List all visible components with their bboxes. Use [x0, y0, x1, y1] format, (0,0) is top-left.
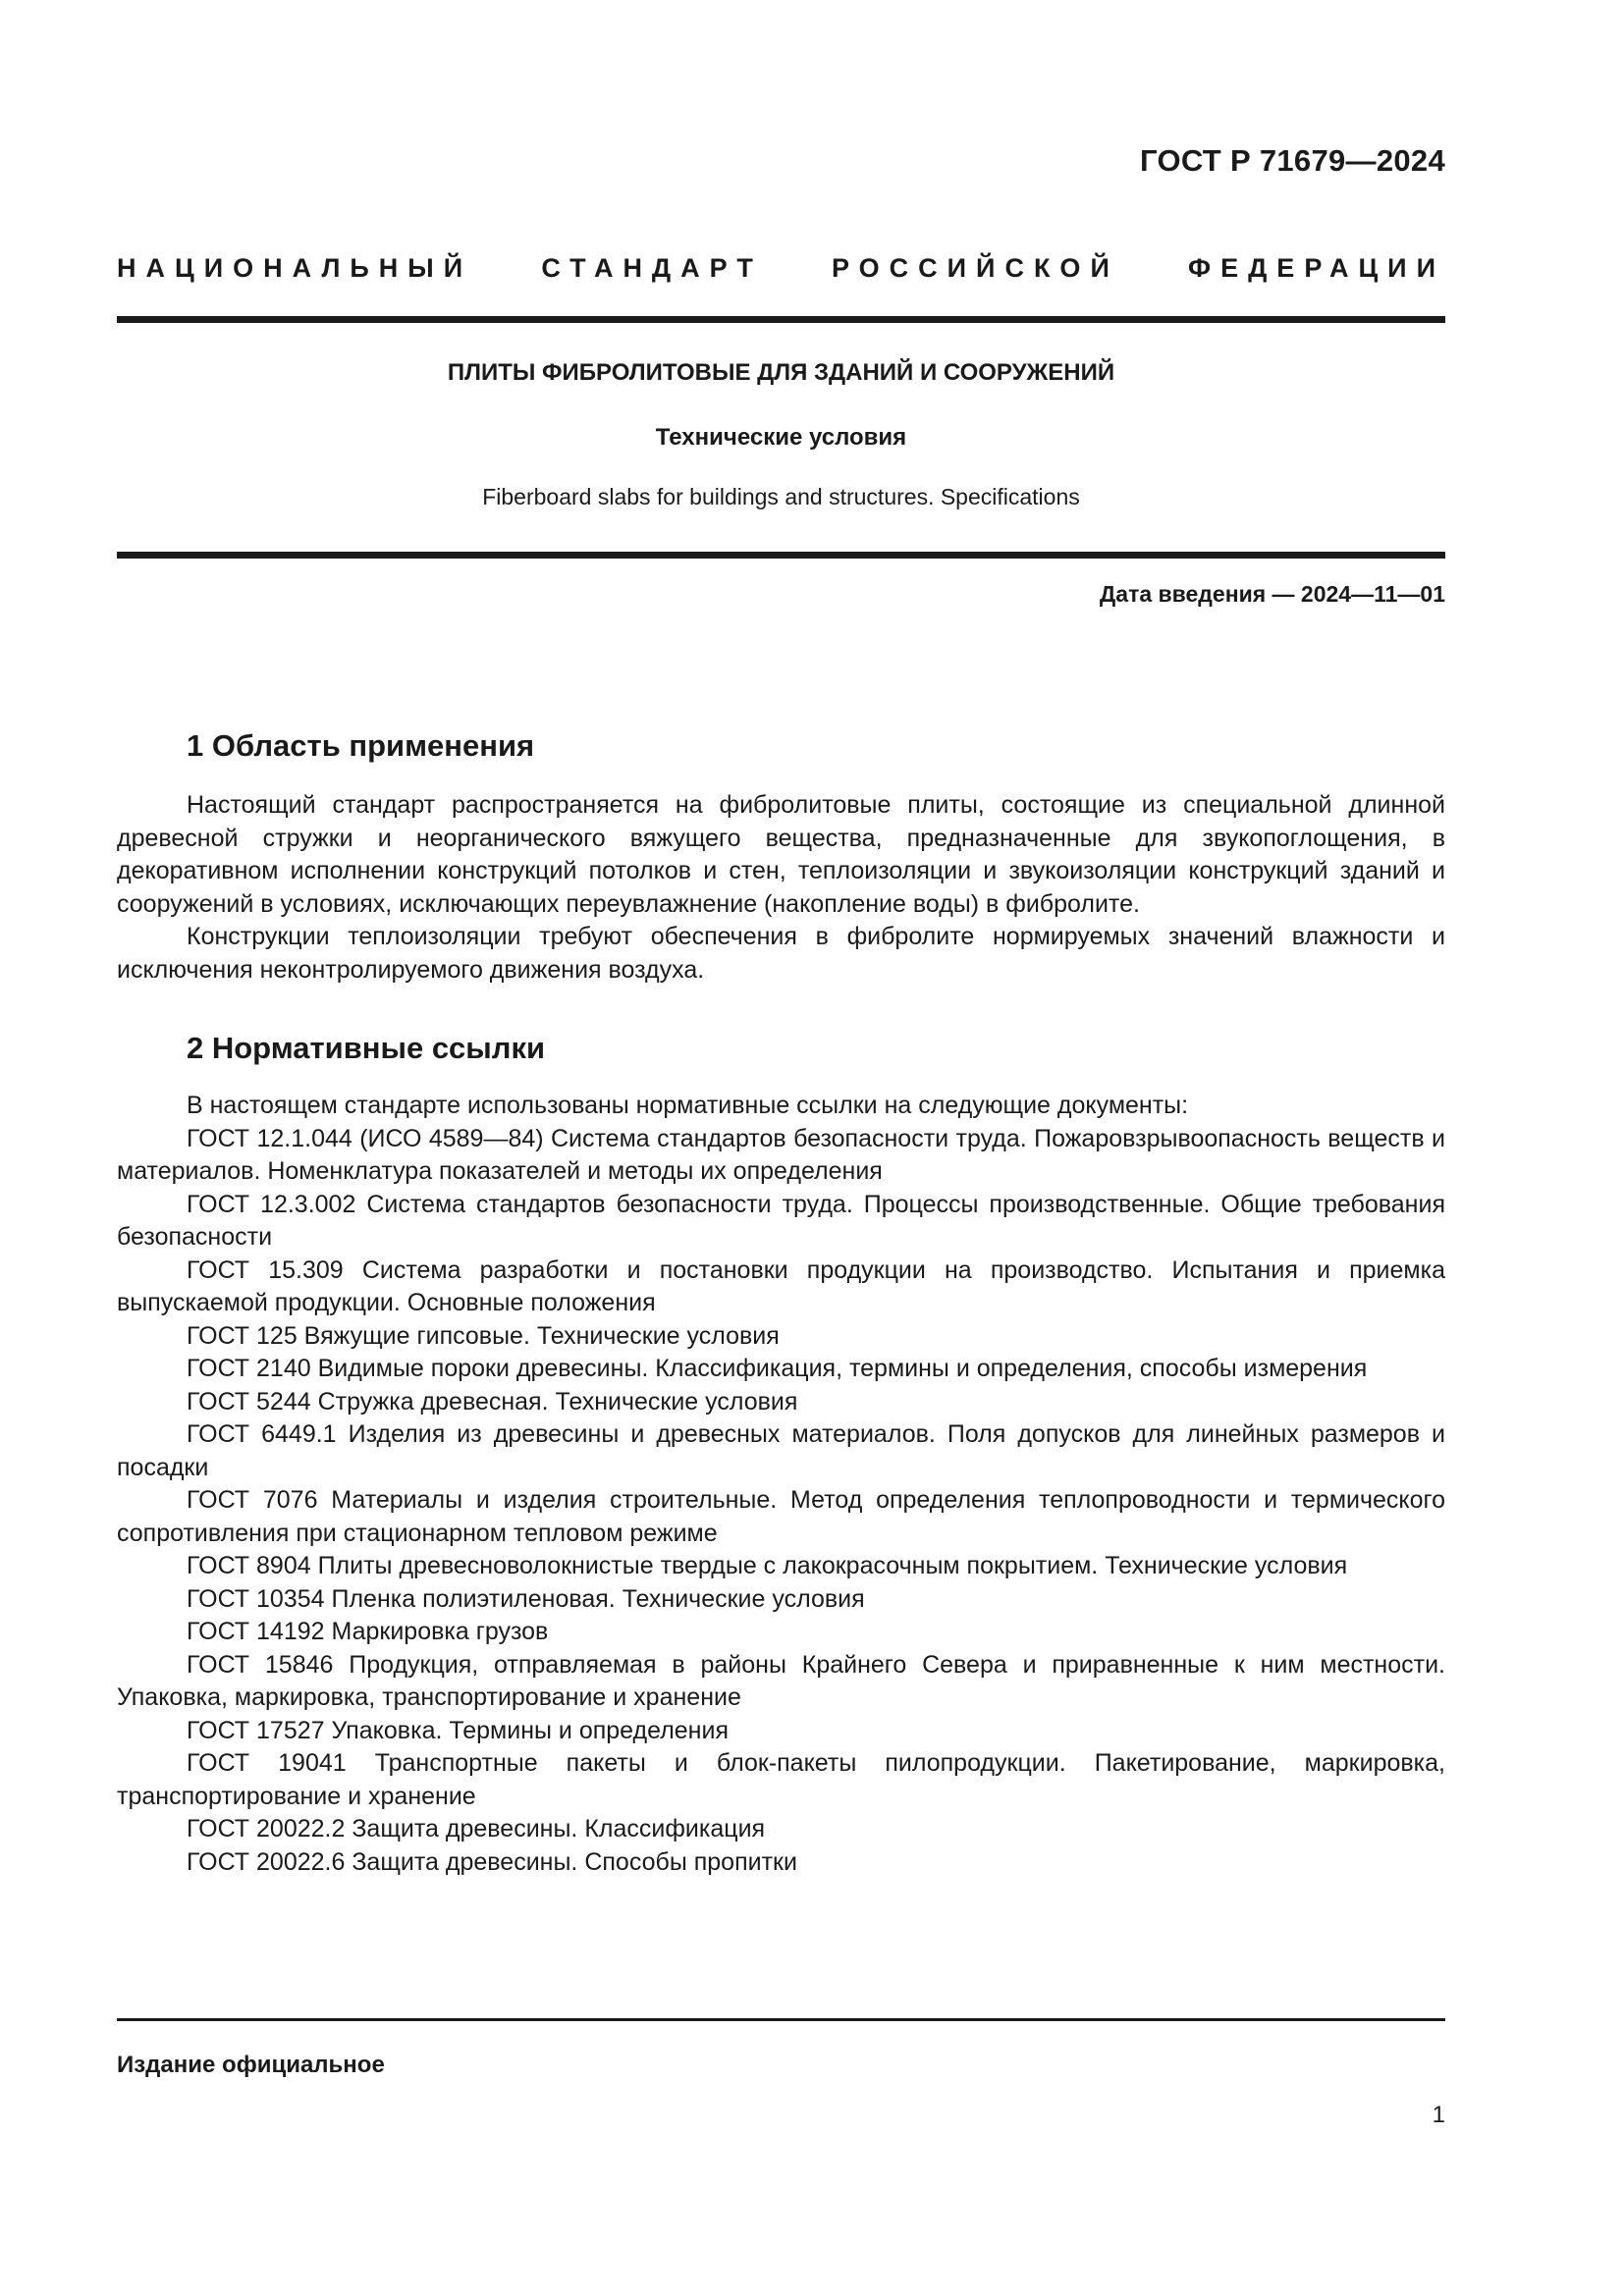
section-heading-scope: 1 Область применения	[187, 728, 535, 763]
reference-item: ГОСТ 14192 Маркировка грузов	[187, 1618, 549, 1645]
section-body-scope	[117, 789, 1445, 987]
footer-divider	[117, 2018, 1445, 2021]
reference-item: ГОСТ 8904 Плиты древесноволокнистые твердые с лакокрасочным покрытием. Технические условия	[187, 1552, 1348, 1579]
official-edition-label: Издание официальное	[117, 2052, 385, 2078]
reference-item: ГОСТ 12.1.044 (ИСО 4589—84) Система стандартов безопасности труда. Пожаровзрывоопасность веществ и материалов. Номенклатура показателей и методы их определения	[117, 1124, 1445, 1185]
reference-item: ГОСТ 20022.6 Защита древесины. Способы пропитки	[187, 1847, 797, 1876]
document-title-english: Fiberboard slabs for buildings and structures. Specifications	[482, 484, 1080, 509]
paragraph: Настоящий стандарт распространяется на фибролитовые плиты, состоящие из специальной длинной древесной стружки и неорганического вяжущего вещества, предназначенные для звукопоглощения, в декоративном исполнении конструкций потолков и стен, теплоизоляции и звукоизоляции конструкций зданий и сооружений в условиях, исключающих переувлажнение (накопление воды) в фибролите.	[117, 791, 1445, 918]
paragraph: В настоящем стандарте использованы нормативные ссылки на следующие документы:	[187, 1092, 1189, 1119]
national-standard-banner: НАЦИОНАЛЬНЫЙ СТАНДАРТ РОССИЙСКОЙ ФЕДЕРАЦИИ	[117, 253, 1445, 283]
reference-item: ГОСТ 15846 Продукция, отправляемая в районы Крайнего Севера и приравненные к ним местности. Упаковка, маркировка, транспортирование и хранение	[117, 1650, 1445, 1711]
reference-item: ГОСТ 12.3.002 Система стандартов безопасности труда. Процессы производственные. Общие требования безопасности	[117, 1190, 1445, 1251]
document-number: ГОСТ Р 71679—2024	[1140, 143, 1445, 178]
reference-item: ГОСТ 10354 Пленка полиэтиленовая. Технические условия	[187, 1584, 865, 1613]
reference-item: ГОСТ 6449.1 Изделия из древесины и древесных материалов. Поля допусков для линейных размеров и посадки	[117, 1420, 1445, 1481]
paragraph: Конструкции теплоизоляции требуют обеспечения в фибролите нормируемых значений влажности и исключения неконтролируемого движения воздуха.	[117, 923, 1445, 984]
reference-item: ГОСТ 20022.2 Защита древесины. Классификация	[187, 1815, 766, 1842]
reference-item: ГОСТ 7076 Материалы и изделия строительные. Метод определения теплопроводности и термического сопротивления при стационарном тепловом режиме	[117, 1486, 1445, 1547]
section-heading-normative-references: 2 Нормативные ссылки	[187, 1031, 546, 1065]
title-divider	[117, 552, 1445, 559]
introduction-date: Дата введения — 2024—11—01	[1099, 581, 1445, 607]
reference-item: ГОСТ 125 Вяжущие гипсовые. Технические условия	[187, 1321, 780, 1350]
page-number: 1	[1432, 2102, 1445, 2128]
reference-item: ГОСТ 2140 Видимые пороки древесины. Классификация, термины и определения, способы измерения	[187, 1355, 1368, 1382]
reference-item: ГОСТ 5244 Стружка древесная. Технические условия	[187, 1387, 798, 1415]
document-title: ПЛИТЫ ФИБРОЛИТОВЫЕ ДЛЯ ЗДАНИЙ И СООРУЖЕНИЙ	[447, 359, 1115, 386]
reference-item: ГОСТ 19041 Транспортные пакеты и блок-пакеты пилопродукции. Пакетирование, маркировка, транспортирование и хранение	[117, 1749, 1445, 1810]
reference-item: ГОСТ 15.309 Система разработки и постановки продукции на производство. Испытания и приемка выпускаемой продукции. Основные положения	[117, 1255, 1445, 1316]
top-divider	[117, 316, 1445, 323]
document-subtitle: Технические условия	[655, 424, 907, 451]
section-body-normative-references	[117, 1090, 1445, 1879]
reference-item: ГОСТ 17527 Упаковка. Термины и определения	[187, 1716, 729, 1744]
